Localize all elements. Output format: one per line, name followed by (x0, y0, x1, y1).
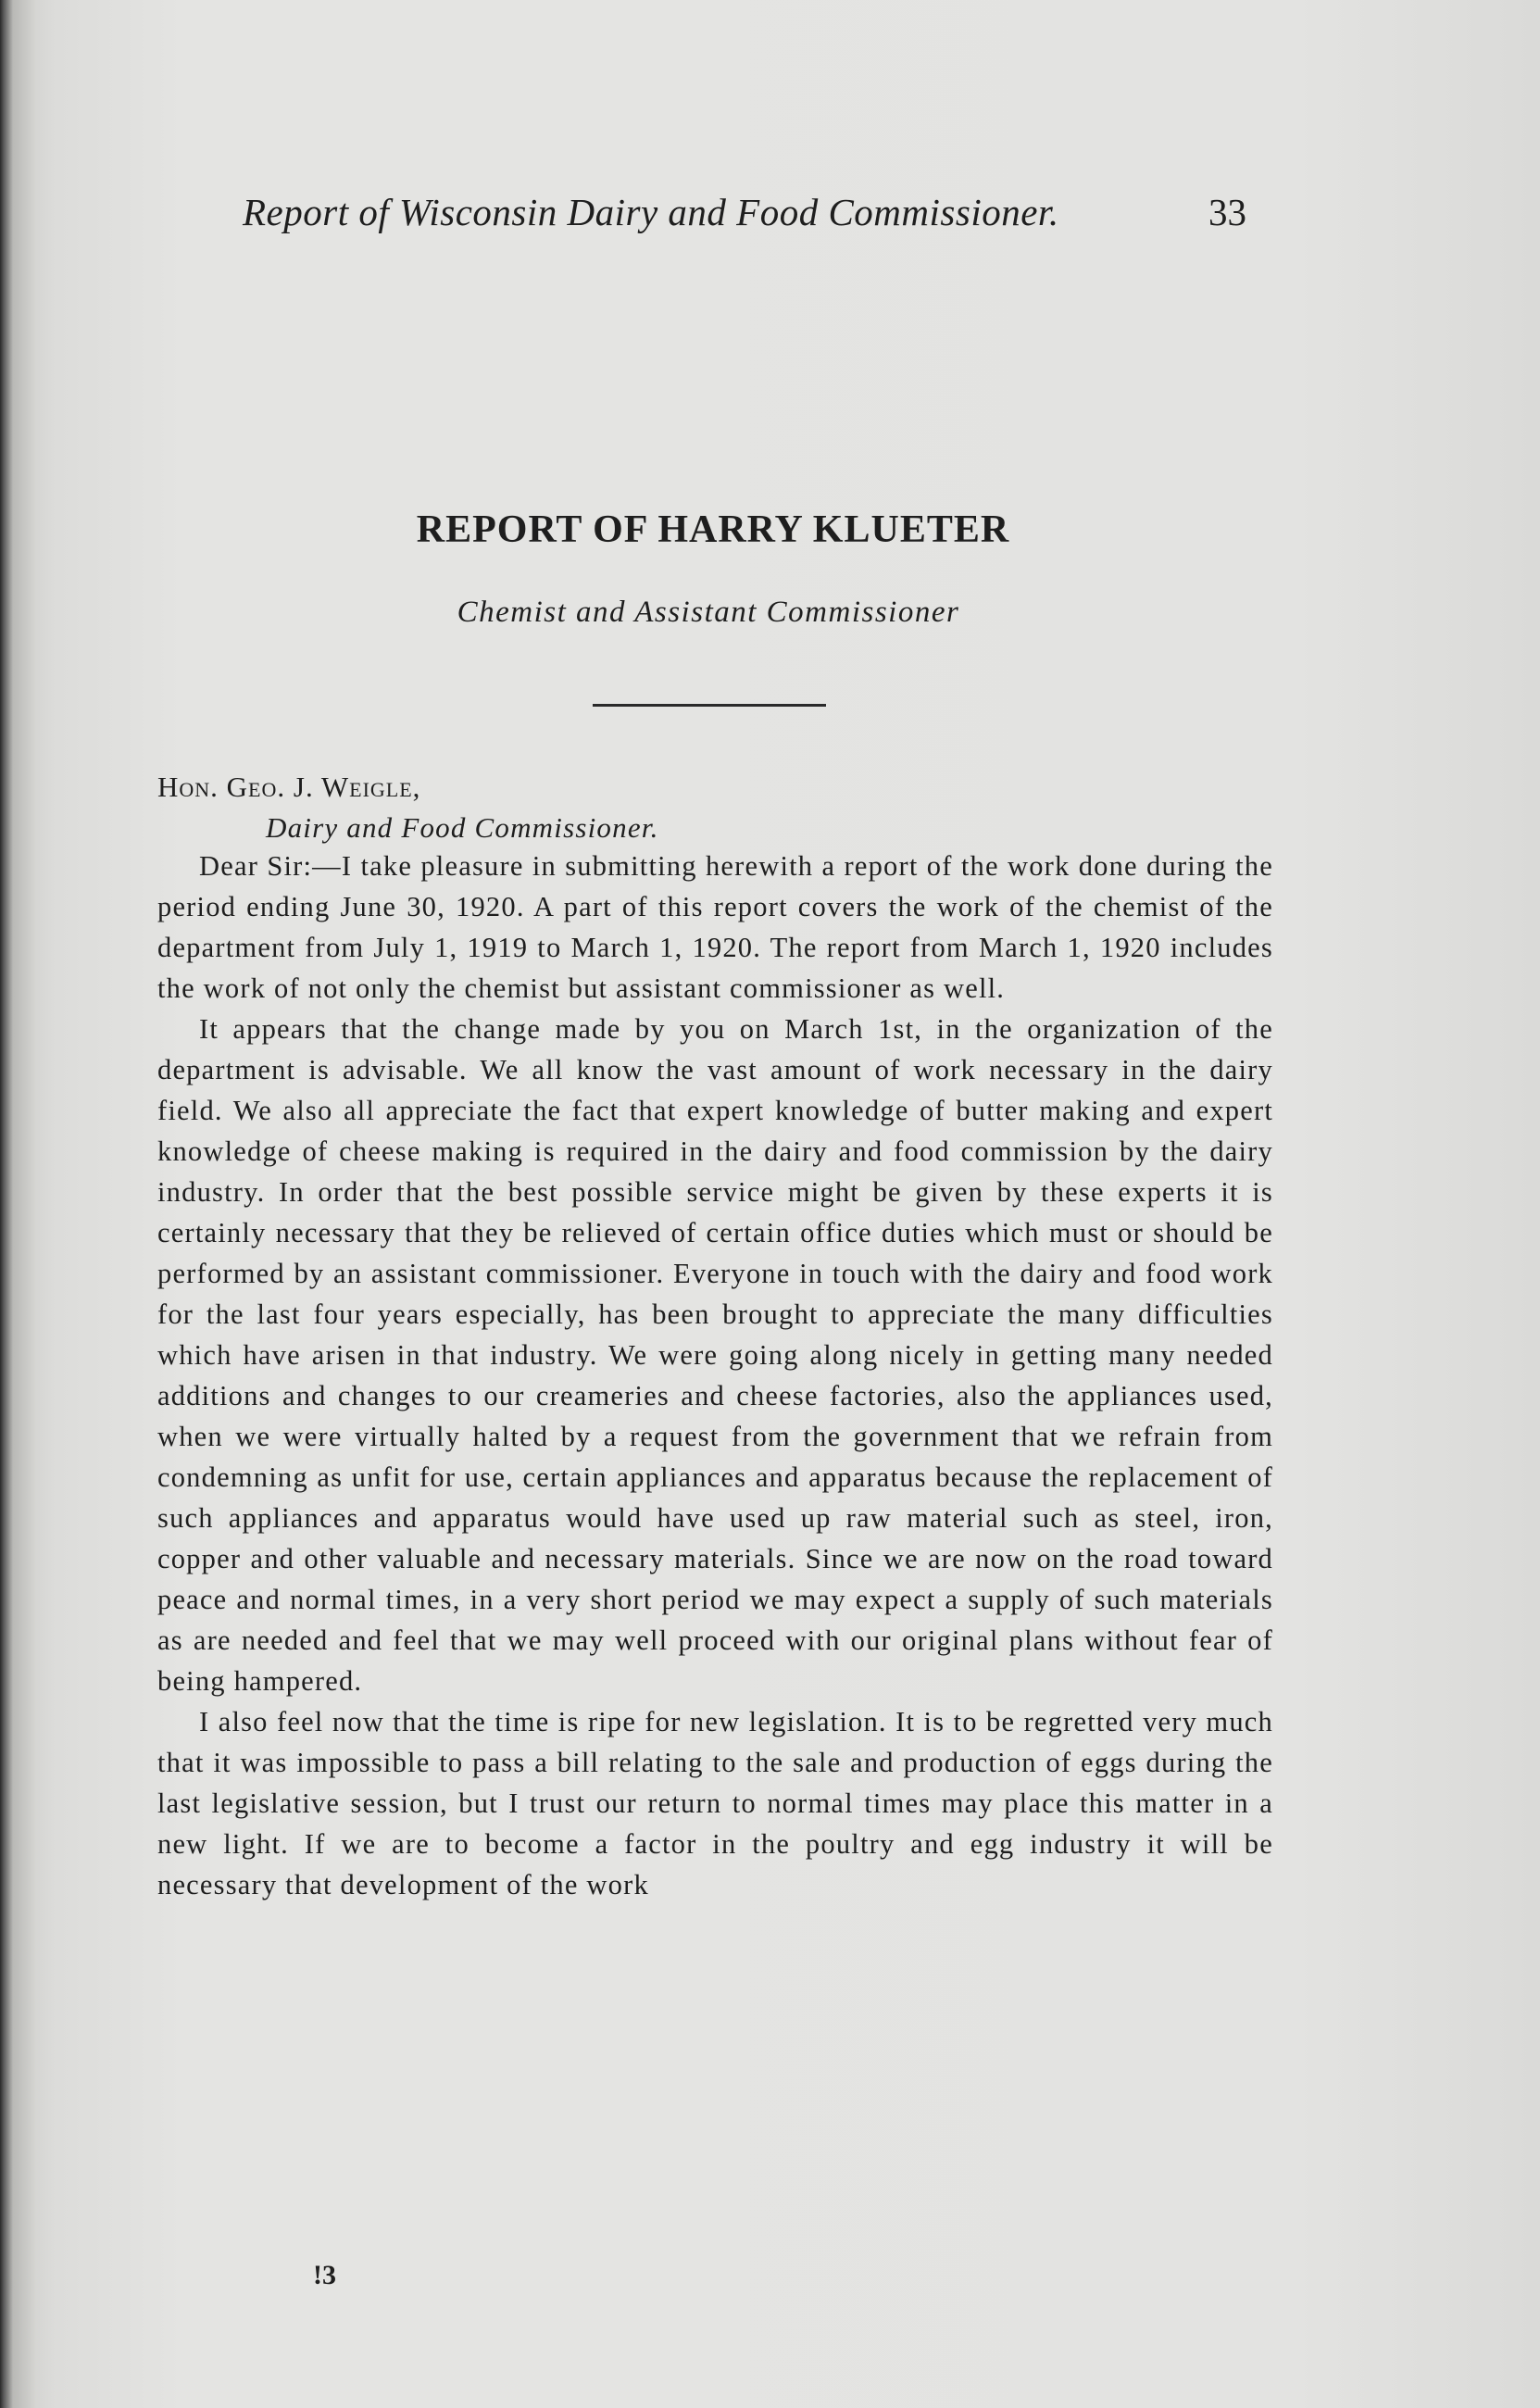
addressee-name: Geo. J. Weigle, (226, 771, 421, 803)
report-title: REPORT OF HARRY KLUETER (416, 508, 1010, 551)
report-subtitle: Chemist and Assistant Commissioner (457, 596, 960, 629)
signature-mark: !3 (313, 2260, 336, 2290)
binding-edge (0, 0, 35, 2408)
addressee-honorific: Hon. (157, 771, 219, 803)
page-number: 33 (1208, 191, 1246, 233)
letter-body (157, 846, 1273, 1905)
addressee (157, 771, 420, 804)
title-divider (593, 704, 826, 707)
running-header (243, 190, 1261, 245)
paragraph-1: Dear Sir:—I take pleasure in submitting herewith a report of the work done during the period ending June 30, 1920. A part of this report covers the work of the chemist of the department from July 1, 1919 to March 1, 1920. The report from March 1, 1920 includes the work of not only the chemist but assistant commissioner as well. (157, 850, 1273, 1004)
paragraph-3: I also feel now that the time is ripe for new legislation. It is to be regretted very much that it was impossible to pass a bill relating to the sale and production of eggs during the last legislative session, but I trust our return to normal times may place this matter in a new light. If we are to become a factor in the poultry and egg industry it will be necessary that development of the work (157, 1706, 1273, 1900)
addressee-position: Dairy and Food Commissioner. (266, 811, 659, 844)
paragraph-2: It appears that the change made by you on March 1st, in the organization of the department is advisable. We all know the vast amount of work necessary in the dairy field. We also all appreciate the fact that expert knowledge of butter making and expert knowledge of cheese making is required in the dairy and food commission by the dairy industry. In order that the best possible service might be given by these experts it is certainly necessary that they be relieved of certain office duties which must or should be performed by an assistant commissioner. Everyone in touch with the dairy and food work for the last four years especially, has been brought to appreciate the many difficulties which have arisen in that industry. We were going along nicely in getting many needed additions and changes to our creameries and cheese factories, also the appliances used, when we were virtually halted by a request from the government that we refrain from condemning as unfit for use, certain appliances and apparatus because the replacement of such appliances and apparatus would have used up raw material such as steel, iron, copper and other valuable and necessary materials. Since we are now on the road toward peace and normal times, in a very short period we may expect a supply of such materials as are needed and feel that we may well proceed with our original plans without fear of being hampered. (157, 1013, 1273, 1697)
running-title: Report of Wisconsin Dairy and Food Commissioner. (243, 191, 1059, 233)
